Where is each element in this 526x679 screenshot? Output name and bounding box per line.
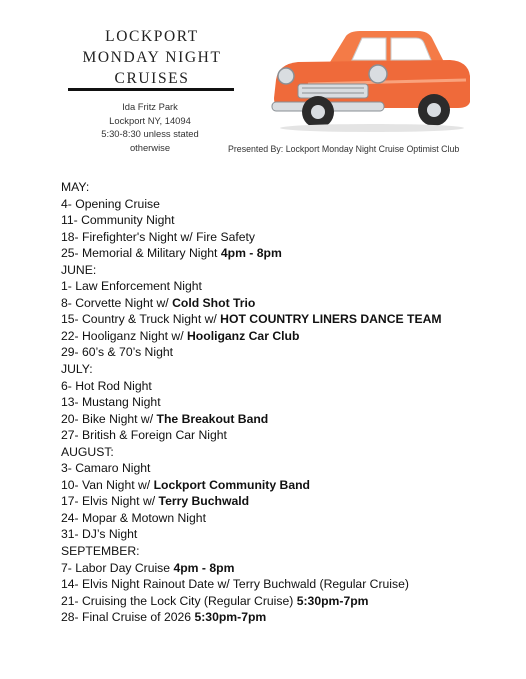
classic-car-icon bbox=[268, 24, 474, 134]
schedule-line: 8- Corvette Night w/ Cold Shot Trio bbox=[61, 295, 256, 310]
schedule-line: 25- Memorial & Military Night 4pm - 8pm bbox=[61, 246, 282, 261]
schedule-line: 18- Firefighter's Night w/ Fire Safety bbox=[61, 229, 256, 244]
title-line: MONDAY NIGHT bbox=[82, 49, 222, 66]
event-address bbox=[70, 100, 230, 154]
schedule-line: 10- Van Night w/ Lockport Community Band bbox=[61, 477, 310, 492]
schedule-line: 29- 60’s & 70’s Night bbox=[61, 345, 174, 360]
cruise-schedule bbox=[61, 179, 521, 626]
schedule-line: SEPTEMBER: bbox=[61, 544, 140, 559]
schedule-line: MAY: bbox=[61, 180, 90, 194]
schedule-line: 3- Camaro Night bbox=[61, 461, 151, 476]
presented-by: Presented By: Lockport Monday Night Cruise Optimist Club bbox=[228, 144, 460, 154]
schedule-line: 14- Elvis Night Rainout Date w/ Terry Buchwald (Regular Cruise) bbox=[61, 577, 409, 592]
schedule-line: 7- Labor Day Cruise 4pm - 8pm bbox=[61, 560, 235, 575]
title-divider bbox=[68, 88, 234, 91]
schedule-line: JULY: bbox=[61, 362, 93, 377]
schedule-line: 31- DJ’s Night bbox=[61, 527, 138, 542]
schedule-line: 28- Final Cruise of 2026 5:30pm-7pm bbox=[61, 610, 267, 625]
title-line: LOCKPORT bbox=[105, 28, 199, 45]
schedule-line: AUGUST: bbox=[61, 444, 114, 459]
schedule-line: 27- British & Foreign Car Night bbox=[61, 428, 227, 443]
schedule-line: 21- Cruising the Lock City (Regular Cruise) 5:30pm-7pm bbox=[61, 593, 369, 608]
schedule-line: 17- Elvis Night w/ Terry Buchwald bbox=[61, 494, 250, 509]
address-line: Lockport NY, 14094 bbox=[109, 114, 191, 126]
schedule-line: 6- Hot Rod Night bbox=[61, 378, 152, 393]
schedule-line: 15- Country & Truck Night w/ HOT COUNTRY LINERS DANCE TEAM bbox=[61, 312, 442, 327]
title-line: CRUISES bbox=[114, 70, 190, 87]
schedule-line: 24- Mopar & Motown Night bbox=[61, 510, 206, 525]
address-line: otherwise bbox=[129, 141, 171, 153]
schedule-line: 22- Hooliganz Night w/ Hooliganz Car Club bbox=[61, 328, 300, 343]
event-title bbox=[68, 26, 236, 89]
schedule-line: 20- Bike Night w/ The Breakout Band bbox=[61, 411, 269, 426]
schedule-line: 1- Law Enforcement Night bbox=[61, 279, 202, 294]
address-line: 5:30-8:30 unless stated bbox=[101, 128, 199, 139]
schedule-line: 11- Community Night bbox=[61, 213, 175, 228]
schedule-line: 4- Opening Cruise bbox=[61, 196, 160, 211]
schedule-line: 13- Mustang Night bbox=[61, 395, 161, 410]
address-line: Ida Fritz Park bbox=[122, 101, 178, 112]
schedule-line: JUNE: bbox=[61, 262, 97, 277]
